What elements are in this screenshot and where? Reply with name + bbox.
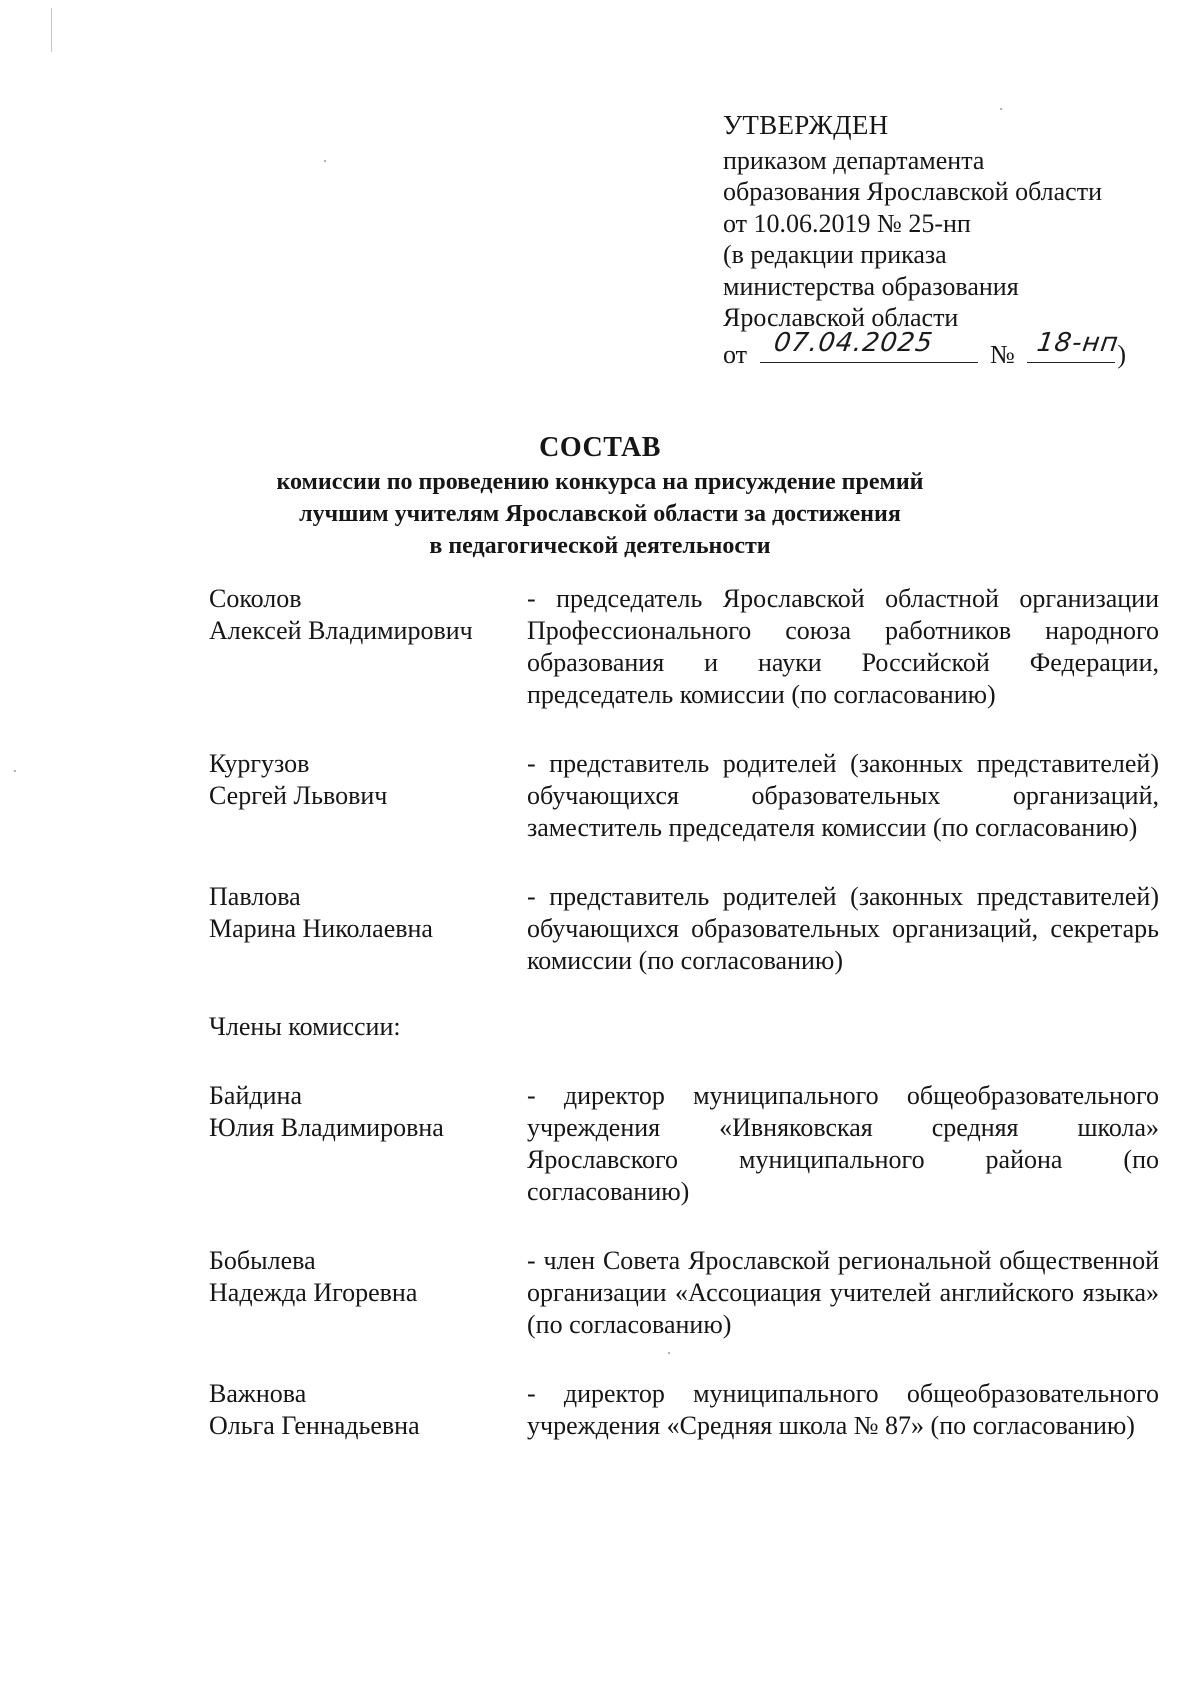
heading-subtitle-line: лучшим учителям Ярославской области за достижения: [299, 501, 901, 527]
member-entry: [209, 881, 1159, 977]
closing-paren: ): [1117, 339, 1127, 369]
member-role: - представитель родителей (законных представителей) обучающихся образовательных организаций, секретарь комиссии (по согласованию): [527, 882, 1159, 975]
order-date-line: [723, 328, 1163, 371]
member-role: - директор муниципального общеобразовательного учреждения «Средняя школа № 87» (по согласованию): [527, 1379, 1159, 1440]
members-section-label: Члены комиссии:: [209, 1012, 401, 1041]
member-entry: [209, 1378, 1159, 1442]
member-entry: [209, 1080, 1159, 1208]
member-surname: Байдина: [209, 1081, 302, 1110]
member-given-name: Алексей Владимирович: [209, 616, 473, 645]
member-role: - член Совета Ярославской региональной общественной организации «Ассоциация учителей английского языка» (по согласованию): [527, 1246, 1159, 1339]
member-entry: [209, 748, 1159, 844]
member-role: - представитель родителей (законных представителей) обучающихся образовательных организаций, заместитель председателя комиссии (по согласованию): [527, 749, 1159, 842]
member-role: - председатель Ярославской областной организации Профессионального союза работников народного образования и науки Российской Федерации, председатель комиссии (по согласованию): [527, 584, 1159, 709]
member-surname: Соколов: [209, 584, 302, 613]
member-surname: Кургузов: [209, 749, 310, 778]
member-surname: Важнова: [209, 1379, 307, 1408]
member-name: [209, 1080, 527, 1208]
commission-list: [209, 583, 1159, 1479]
scan-speck: [14, 770, 16, 772]
approval-line: приказом департамента: [723, 145, 985, 175]
heading-subtitle-line: в педагогической деятельности: [429, 533, 771, 559]
member-given-name: Надежда Игоревна: [209, 1278, 418, 1307]
approval-line: (в редакции приказа: [723, 240, 947, 269]
member-entry: [209, 1245, 1159, 1341]
member-given-name: Юлия Владимировна: [209, 1113, 444, 1142]
member-surname: Бобылева: [209, 1246, 316, 1275]
document-heading: [140, 430, 1060, 562]
scan-speck: [324, 160, 326, 162]
member-entry: [209, 583, 1159, 711]
approval-line: Ярославской области: [723, 303, 959, 332]
scan-artifact: [51, 8, 52, 52]
number-label: №: [990, 339, 1015, 369]
number-field: [1027, 328, 1122, 363]
approval-block: [723, 110, 1163, 370]
from-label: от: [723, 339, 748, 369]
heading-title: СОСТАВ: [539, 432, 661, 463]
approval-line: министерства образования: [723, 271, 1019, 301]
member-name: [209, 583, 527, 711]
member-given-name: Сергей Львович: [209, 781, 388, 810]
heading-subtitle-line: комиссии по проведению конкурса на присуждение премий: [276, 469, 924, 495]
approval-line: от 10.06.2019 № 25-нп: [723, 208, 971, 238]
approval-title: УТВЕРЖДЕН: [723, 110, 889, 140]
member-name: [209, 1245, 527, 1341]
member-name: [209, 881, 527, 977]
member-name: [209, 748, 527, 844]
member-given-name: Ольга Геннадьевна: [209, 1411, 420, 1440]
member-name: [209, 1378, 527, 1442]
date-field: [760, 328, 978, 363]
approval-line: образования Ярославской области: [723, 177, 1102, 206]
member-surname: Павлова: [209, 882, 301, 911]
member-role: - директор муниципального общеобразовательного учреждения «Ивняковская средняя школа» Ярославского муниципального района (по согласованию): [527, 1081, 1159, 1206]
handwritten-number: 18-нп: [1035, 328, 1122, 358]
member-given-name: Марина Николаевна: [209, 914, 433, 943]
handwritten-date: 07.04.2025: [771, 328, 935, 358]
